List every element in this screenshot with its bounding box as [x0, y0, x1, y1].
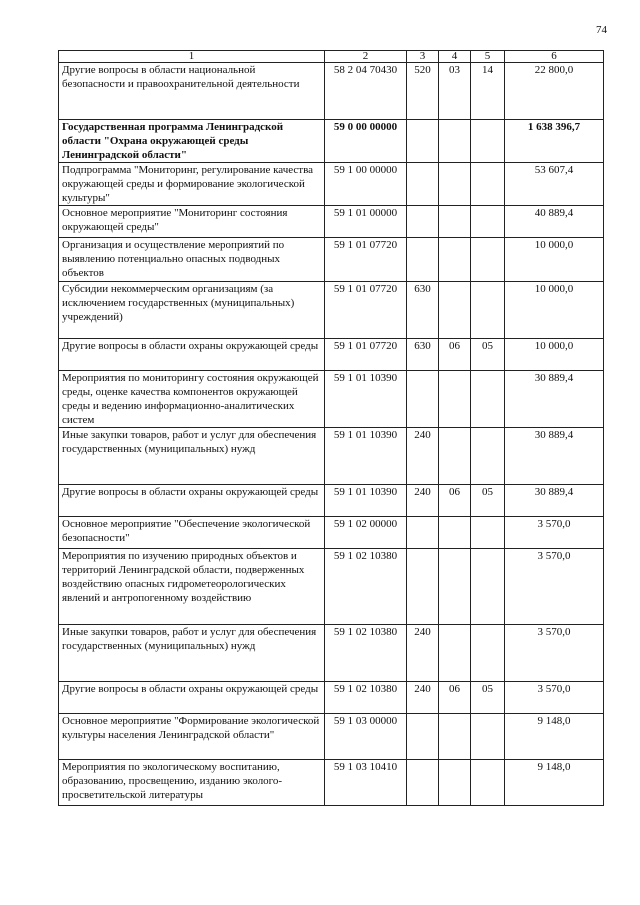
table-row — [59, 428, 604, 485]
row-name: Мероприятия по экологическому воспитанию, образованию, просвещению, изданию эколого-просветительской литературы — [59, 760, 325, 806]
row-name: Иные закупки товаров, работ и услуг для обеспечения государственных (муниципальных) нужд — [59, 428, 325, 485]
row-amount: 9 148,0 — [505, 714, 604, 760]
column-header: 4 — [439, 51, 471, 63]
row-csr: 59 1 01 10390 — [325, 485, 407, 517]
row-csr: 59 1 03 10410 — [325, 760, 407, 806]
row-csr: 59 1 01 10390 — [325, 371, 407, 428]
row-name: Мероприятия по изучению природных объектов и территорий Ленинградской области, подверженных воздействию опасных гидрометеорологических явлений и антропогенному воздействию — [59, 549, 325, 625]
row-subsection: 05 — [471, 339, 505, 371]
row-csr: 59 0 00 00000 — [325, 120, 407, 163]
row-section: 06 — [439, 339, 471, 371]
table-row — [59, 371, 604, 428]
row-csr: 58 2 04 70430 — [325, 63, 407, 120]
row-expense-type: 240 — [407, 428, 439, 485]
column-header: 1 — [59, 51, 325, 63]
row-amount: 10 000,0 — [505, 339, 604, 371]
row-subsection — [471, 120, 505, 163]
row-csr: 59 1 01 07720 — [325, 339, 407, 371]
row-subsection — [471, 238, 505, 282]
row-name: Другие вопросы в области охраны окружающей среды — [59, 682, 325, 714]
row-amount: 3 570,0 — [505, 549, 604, 625]
row-name: Основное мероприятие "Формирование экологической культуры населения Ленинградской области" — [59, 714, 325, 760]
row-amount: 10 000,0 — [505, 238, 604, 282]
row-amount: 3 570,0 — [505, 682, 604, 714]
row-section: 03 — [439, 63, 471, 120]
table-row — [59, 760, 604, 806]
row-expense-type — [407, 238, 439, 282]
table-row — [59, 549, 604, 625]
row-name: Основное мероприятие "Обеспечение экологической безопасности" — [59, 517, 325, 549]
column-header: 5 — [471, 51, 505, 63]
row-name: Основное мероприятие "Мониторинг состояния окружающей среды" — [59, 206, 325, 238]
row-section — [439, 625, 471, 682]
row-section — [439, 428, 471, 485]
row-section — [439, 206, 471, 238]
row-expense-type — [407, 163, 439, 206]
row-expense-type: 240 — [407, 485, 439, 517]
table-row — [59, 282, 604, 339]
row-subsection — [471, 206, 505, 238]
row-subsection — [471, 549, 505, 625]
row-subsection — [471, 163, 505, 206]
row-section — [439, 282, 471, 339]
row-expense-type — [407, 371, 439, 428]
row-expense-type — [407, 549, 439, 625]
row-csr: 59 1 00 00000 — [325, 163, 407, 206]
row-expense-type — [407, 120, 439, 163]
row-subsection — [471, 371, 505, 428]
row-csr: 59 1 02 10380 — [325, 682, 407, 714]
table-row — [59, 63, 604, 120]
row-csr: 59 1 03 00000 — [325, 714, 407, 760]
row-csr: 59 1 02 10380 — [325, 625, 407, 682]
row-name: Подпрограмма "Мониторинг, регулирование качества окружающей среды и формирование экологической культуры" — [59, 163, 325, 206]
row-section — [439, 238, 471, 282]
row-name: Мероприятия по мониторингу состояния окружающей среды, оценке качества компонентов окружающей среды и ведению информационно-аналитических систем — [59, 371, 325, 428]
row-amount: 53 607,4 — [505, 163, 604, 206]
row-name: Государственная программа Ленинградской области "Охрана окружающей среды Ленинградской области" — [59, 120, 325, 163]
row-section — [439, 163, 471, 206]
row-section — [439, 714, 471, 760]
row-name: Иные закупки товаров, работ и услуг для обеспечения государственных (муниципальных) нужд — [59, 625, 325, 682]
column-header: 6 — [505, 51, 604, 63]
row-expense-type: 240 — [407, 625, 439, 682]
row-expense-type — [407, 760, 439, 806]
row-amount: 22 800,0 — [505, 63, 604, 120]
row-section — [439, 517, 471, 549]
row-subsection: 14 — [471, 63, 505, 120]
row-amount: 30 889,4 — [505, 485, 604, 517]
row-name: Другие вопросы в области охраны окружающей среды — [59, 339, 325, 371]
row-section — [439, 120, 471, 163]
row-amount: 3 570,0 — [505, 517, 604, 549]
row-amount: 40 889,4 — [505, 206, 604, 238]
row-csr: 59 1 01 10390 — [325, 428, 407, 485]
row-expense-type: 520 — [407, 63, 439, 120]
row-csr: 59 1 02 10380 — [325, 549, 407, 625]
row-csr: 59 1 01 07720 — [325, 282, 407, 339]
row-amount: 3 570,0 — [505, 625, 604, 682]
column-header-row — [59, 51, 604, 63]
row-name: Организация и осуществление мероприятий по выявлению потенциально опасных подводных объектов — [59, 238, 325, 282]
row-section — [439, 549, 471, 625]
row-name: Субсидии некоммерческим организациям (за исключением государственных (муниципальных) учреждений) — [59, 282, 325, 339]
table-row — [59, 517, 604, 549]
table-row — [59, 714, 604, 760]
row-csr: 59 1 01 07720 — [325, 238, 407, 282]
row-section — [439, 760, 471, 806]
row-name: Другие вопросы в области национальной безопасности и правоохранительной деятельности — [59, 63, 325, 120]
row-amount: 30 889,4 — [505, 371, 604, 428]
row-csr: 59 1 01 00000 — [325, 206, 407, 238]
row-csr: 59 1 02 00000 — [325, 517, 407, 549]
row-section — [439, 371, 471, 428]
row-subsection — [471, 282, 505, 339]
row-subsection — [471, 760, 505, 806]
table-row — [59, 339, 604, 371]
column-header: 3 — [407, 51, 439, 63]
row-subsection — [471, 625, 505, 682]
row-subsection: 05 — [471, 682, 505, 714]
page-number: 74 — [596, 24, 607, 36]
row-expense-type: 240 — [407, 682, 439, 714]
table-row — [59, 238, 604, 282]
row-name: Другие вопросы в области охраны окружающей среды — [59, 485, 325, 517]
row-expense-type: 630 — [407, 339, 439, 371]
table-row — [59, 485, 604, 517]
row-subsection — [471, 517, 505, 549]
budget-table — [58, 50, 604, 806]
row-expense-type — [407, 206, 439, 238]
row-subsection — [471, 714, 505, 760]
table-row — [59, 682, 604, 714]
row-amount: 30 889,4 — [505, 428, 604, 485]
row-expense-type — [407, 714, 439, 760]
row-subsection — [471, 428, 505, 485]
table-row — [59, 120, 604, 163]
table-row — [59, 625, 604, 682]
column-header: 2 — [325, 51, 407, 63]
row-amount: 10 000,0 — [505, 282, 604, 339]
row-subsection: 05 — [471, 485, 505, 517]
table-row — [59, 206, 604, 238]
row-amount: 9 148,0 — [505, 760, 604, 806]
row-expense-type — [407, 517, 439, 549]
row-amount: 1 638 396,7 — [505, 120, 604, 163]
row-expense-type: 630 — [407, 282, 439, 339]
row-section: 06 — [439, 485, 471, 517]
table-row — [59, 163, 604, 206]
row-section: 06 — [439, 682, 471, 714]
